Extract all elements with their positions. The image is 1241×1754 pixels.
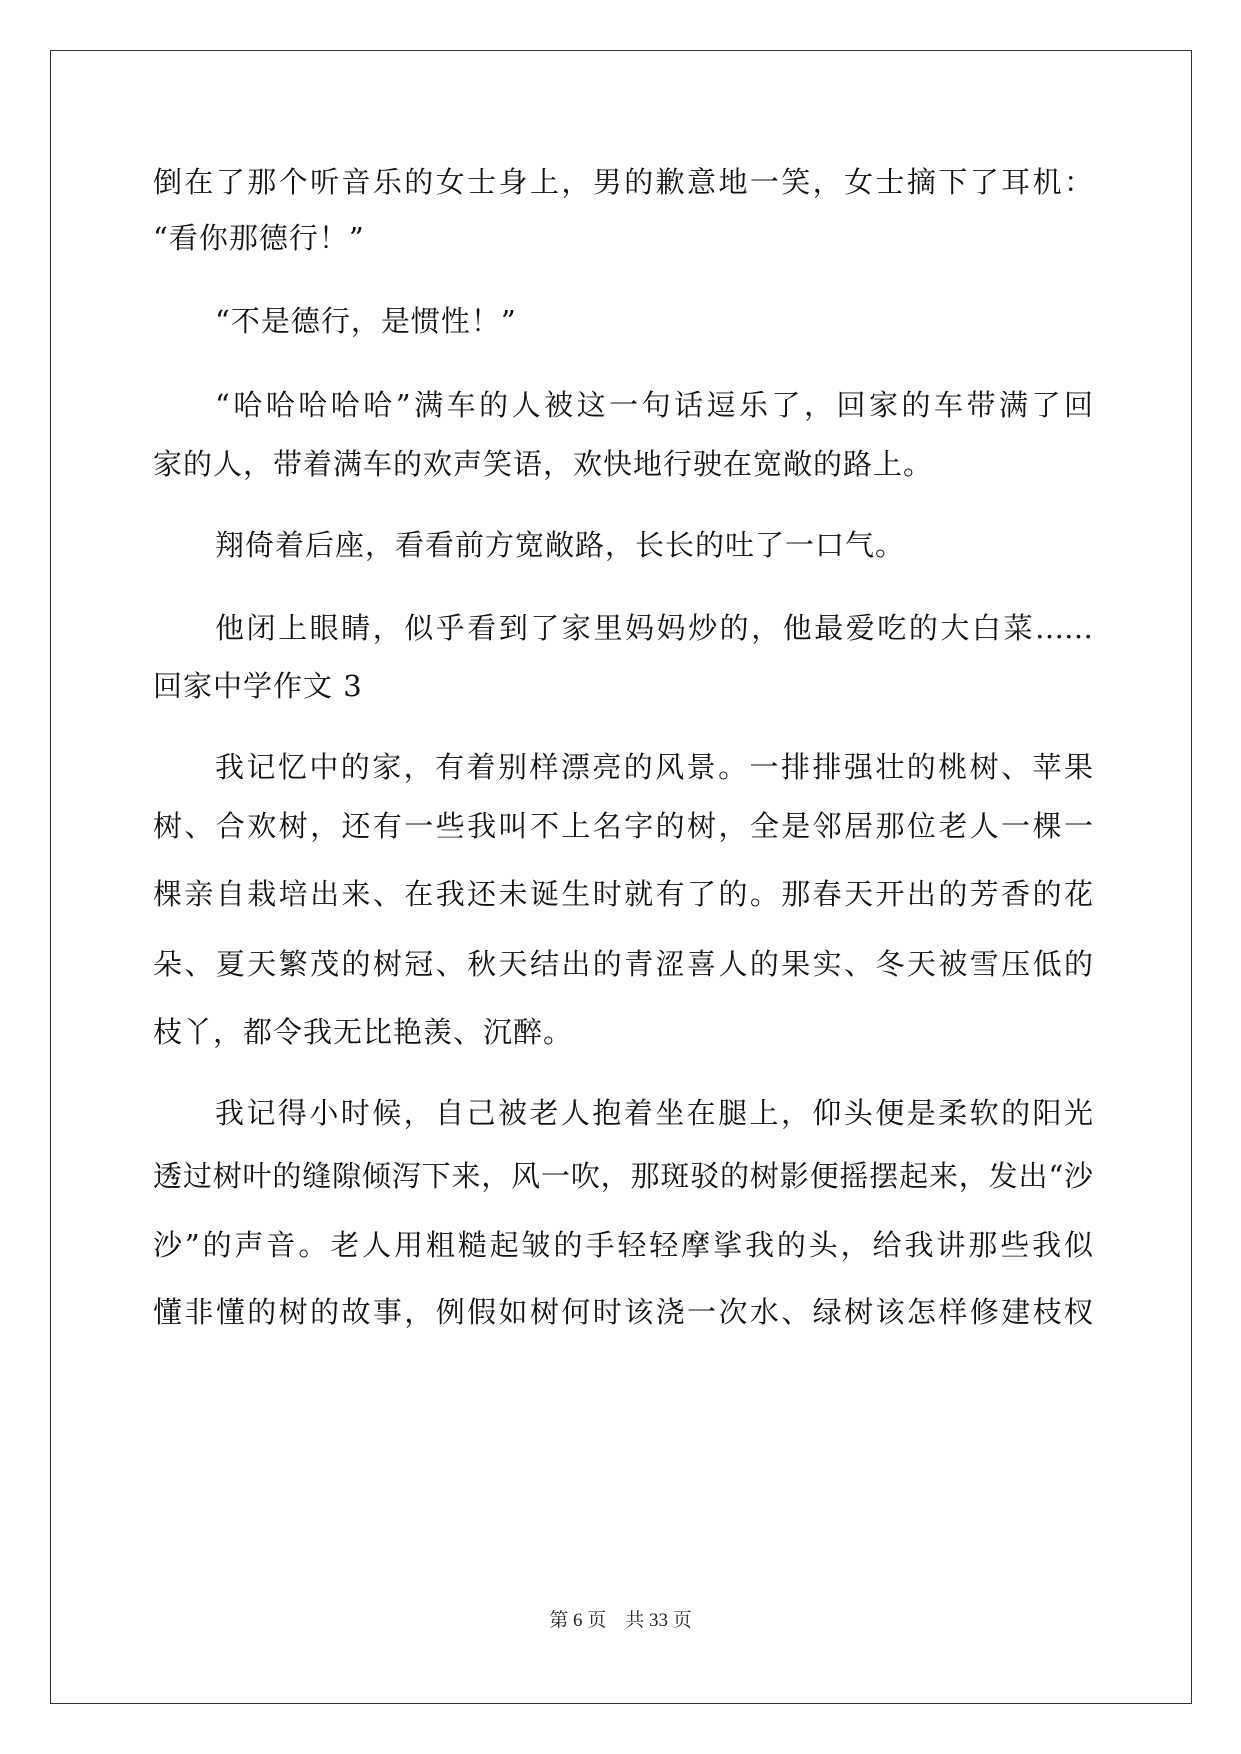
text-line: 我记得小时候，自己被老人抱着坐在腿上，仰头便是柔软的阳光 [215,1096,1093,1130]
page-footer [0,1605,1241,1632]
text-line: 他闭上眼睛，似乎看到了家里妈妈炒的，他最爱吃的大白菜…… [215,611,1093,645]
text-line: 朵、夏天繁茂的树冠、秋天结出的青涩喜人的果实、冬天被雪压低的 [153,947,1093,981]
text-line: 家的人，带着满车的欢声笑语，欢快地行驶在宽敞的路上。 [153,447,934,481]
section-heading: 回家中学作文 3 [153,669,363,703]
text-line: 沙”的声音。老人用粗糙起皱的手轻轻摩挲我的头，给我讲那些我似 [153,1228,1093,1262]
text-line: 棵亲自栽培出来、在我还未诞生时就有了的。那春天开出的芳香的花 [153,877,1093,911]
text-line: 懂非懂的树的故事，例假如树何时该浇一次水、绿树该怎样修建枝杈 [153,1295,1093,1329]
text-line: 倒在了那个听音乐的女士身上，男的歉意地一笑，女士摘下了耳机： [153,165,1093,199]
text-line: “看你那德行！” [153,221,365,255]
text-line: 我记忆中的家，有着别样漂亮的风景。一排排强壮的桃树、苹果 [215,750,1093,784]
text-line: 翔倚着后座，看看前方宽敞路，长长的吐了一口气。 [215,528,906,562]
page-total: 共 33 页 [625,1610,692,1631]
text-line: 枝丫，都令我无比艳羡、沉醉。 [153,1015,574,1049]
text-line: “哈哈哈哈哈”满车的人被这一句话逗乐了，回家的车带满了回 [215,388,1093,422]
text-line: “不是德行，是惯性！” [215,304,517,338]
text-line: 透过树叶的缝隙倾泻下来，风一吹，那斑驳的树影便摇摆起来，发出“沙 [153,1159,1093,1193]
text-line: 树、合欢树，还有一些我叫不上名字的树，全是邻居那位老人一棵一 [153,809,1093,843]
page-number: 第 6 页 [549,1610,607,1631]
